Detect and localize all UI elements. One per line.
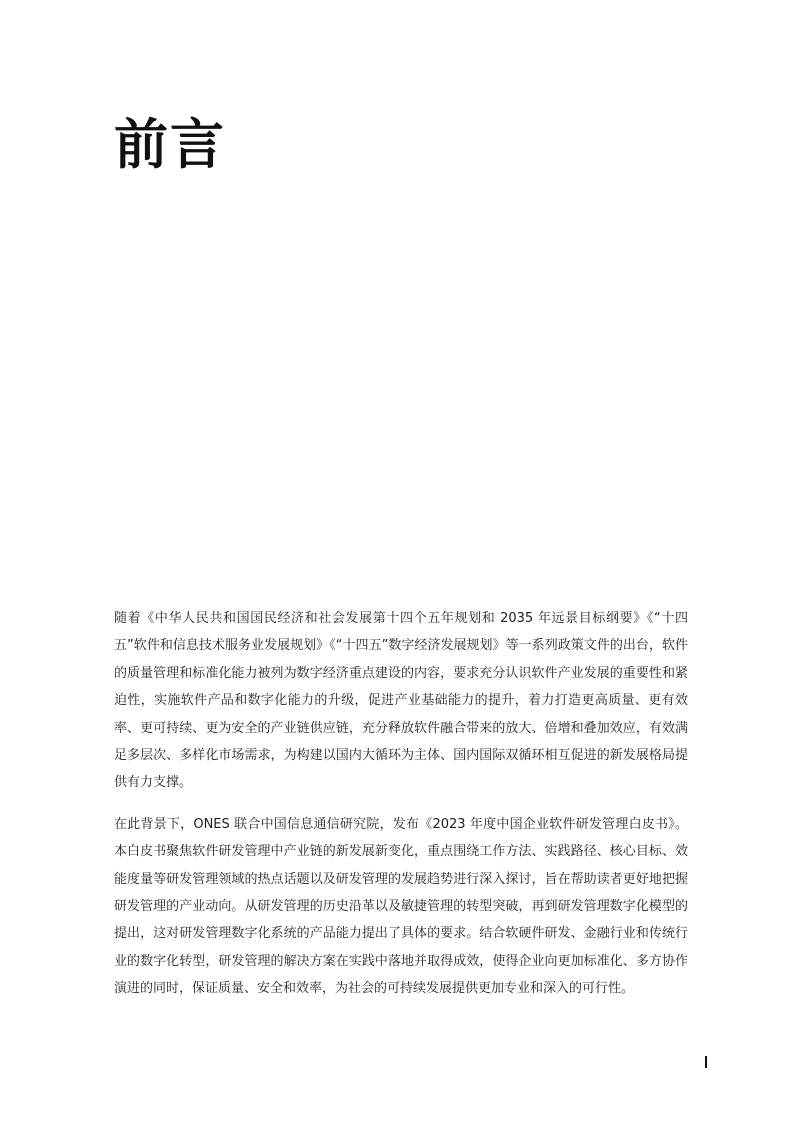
body-text (114, 605, 688, 1017)
page-title: 前言 (114, 113, 226, 176)
page-marker (705, 1056, 707, 1068)
paragraph-background: 在此背景下，ONES 联合中国信息通信研究院，发布《2023 年度中国企业软件研发管理白皮书》。本白皮书聚焦软件研发管理中产业链的新发展新变化，重点围绕工作方法、实践路径、核心目标、效能度量等研发管理领域的热点话题以及研发管理的发展趋势进行深入探讨，旨在帮助读者更好地把握研发管理的产业动向。从研发管理的历史沿革以及敏捷管理的转型突破，再到研发管理数字化模型的提出，这对研发管理数字化系统的产品能力提出了具体的要求。结合软硬件研发、金融行业和传统行业的数字化转型，研发管理的解决方案在实践中落地并取得成效，使得企业向更加标准化、多方协作演进的同时，保证质量、安全和效率，为社会的可持续发展提供更加专业和深入的可行性。 (114, 816, 688, 997)
paragraph-intro: 随着《中华人民共和国国民经济和社会发展第十四个五年规划和 2035 年远景目标纲要》《“十四五”软件和信息技术服务业发展规划》《“十四五”数字经济发展规划》等一系列政策文件的出台，软件的质量管理和标准化能力被列为数字经济重点建设的内容，要求充分认识软件产业发展的重要性和紧迫性，实施软件产品和数字化能力的升级，促进产业基础能力的提升，着力打造更高质量、更有效率、更可持续、更为安全的产业链供应链，充分释放软件融合带来的放大、倍增和叠加效应，有效满足多层次、多样化市场需求，为构建以国内大循环为主体、国内国际双循环相互促进的新发展格局提供有力支撑。 (114, 611, 688, 791)
